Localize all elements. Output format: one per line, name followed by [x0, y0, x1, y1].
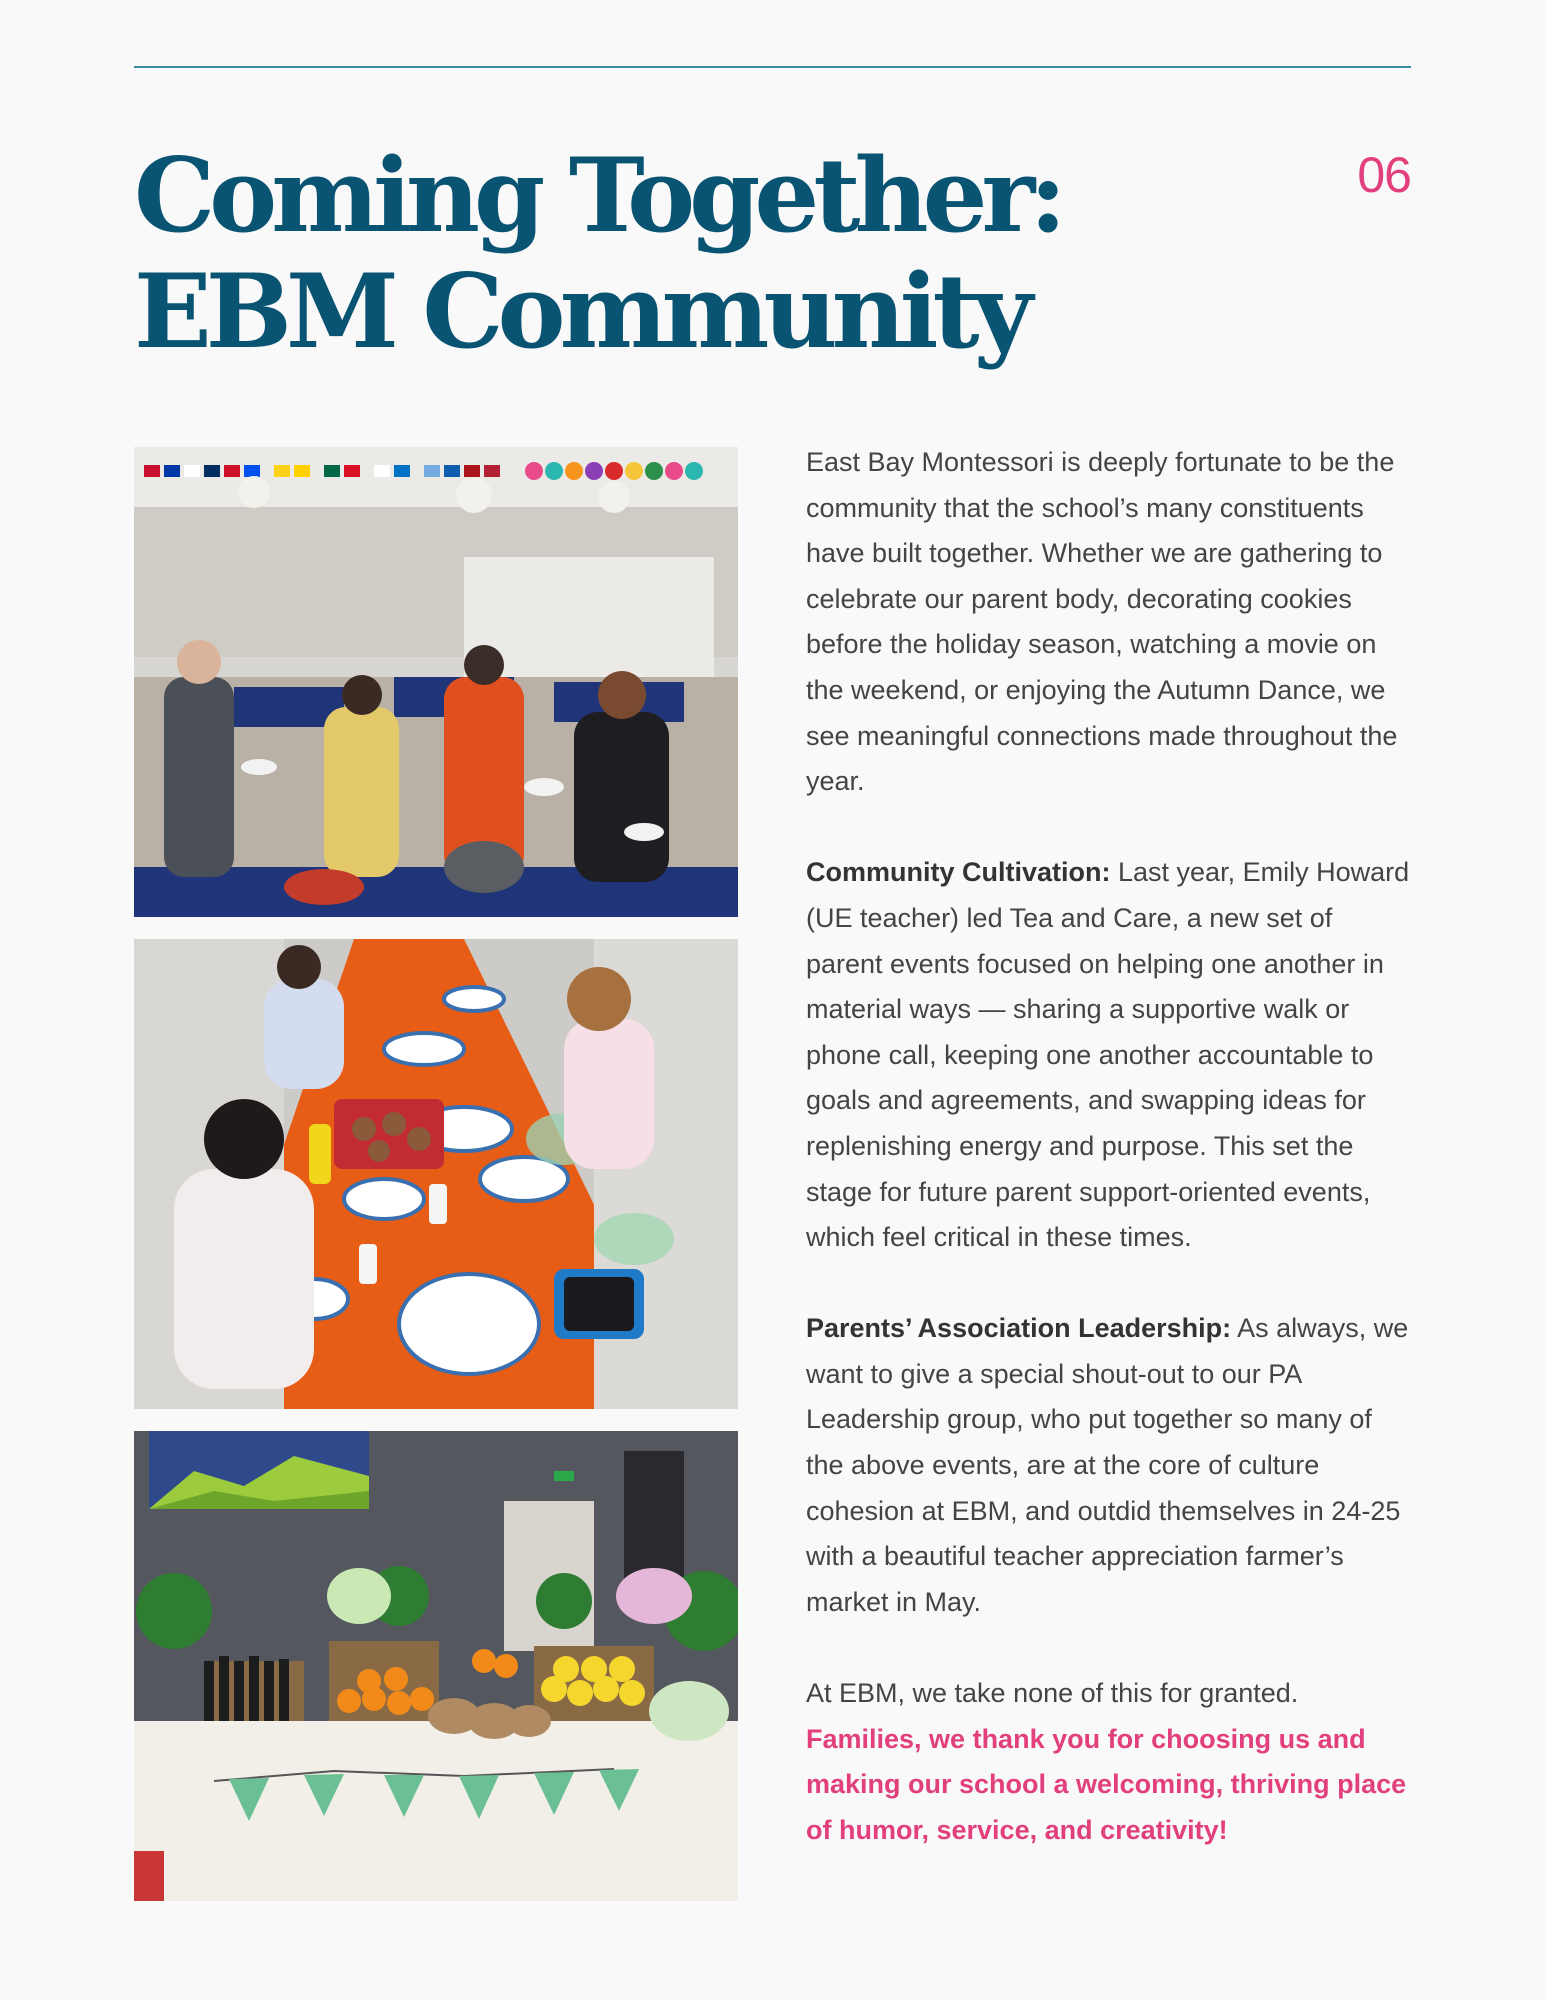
pa-leadership-paragraph — [806, 1306, 1416, 1625]
page-title-line-1: Coming Together: — [134, 136, 1061, 256]
photo-farmers-market — [134, 1431, 738, 1901]
cultivation-text: Last year, Emily Howard (UE teacher) led Tea and Care, a new set of parent events focused on helping one another in material ways — sharing a supportive walk or phone call, keeping one another accountable to goals and agreements, and swapping ideas for replenishing energy and purpose. This set the stage for future parent support-oriented events, which feel critical in these times. — [806, 857, 1410, 1253]
closing-text: At EBM, we take none of this for granted. — [806, 1678, 1299, 1709]
intro-paragraph: East Bay Montessori is deeply fortunate to be the community that the school’s many constituents have built together. Whether we are gathering to celebrate our parent body, decorating cookies before the holiday season, watching a movie on the weekend, or enjoying the Autumn Dance, we see meaningful connections made throughout the year. — [806, 447, 1398, 797]
page-number: 06 — [1357, 147, 1411, 203]
body-copy — [806, 440, 1416, 1899]
cultivation-heading: Community Cultivation: — [806, 857, 1111, 888]
top-divider — [134, 66, 1411, 68]
closing-paragraph — [806, 1671, 1416, 1853]
pa-leadership-heading: Parents’ Association Leadership: — [806, 1313, 1232, 1344]
page-title — [134, 138, 1061, 370]
photo-potluck-dinner — [134, 447, 738, 917]
cultivation-paragraph — [806, 850, 1416, 1260]
photo-cookie-decorating — [134, 939, 738, 1409]
page-title-line-2: EBM Community — [134, 252, 1027, 372]
pa-leadership-text: As always, we want to give a special shout-out to our PA Leadership group, who put together so many of the above events, are at the core of culture cohesion at EBM, and outdid themselves in 24-25 with a beautiful teacher appreciation farmer’s market in May. — [806, 1313, 1409, 1617]
thank-you-message: Families, we thank you for choosing us and making our school a welcoming, thriving place of humor, service, and creativity! — [806, 1723, 1407, 1845]
